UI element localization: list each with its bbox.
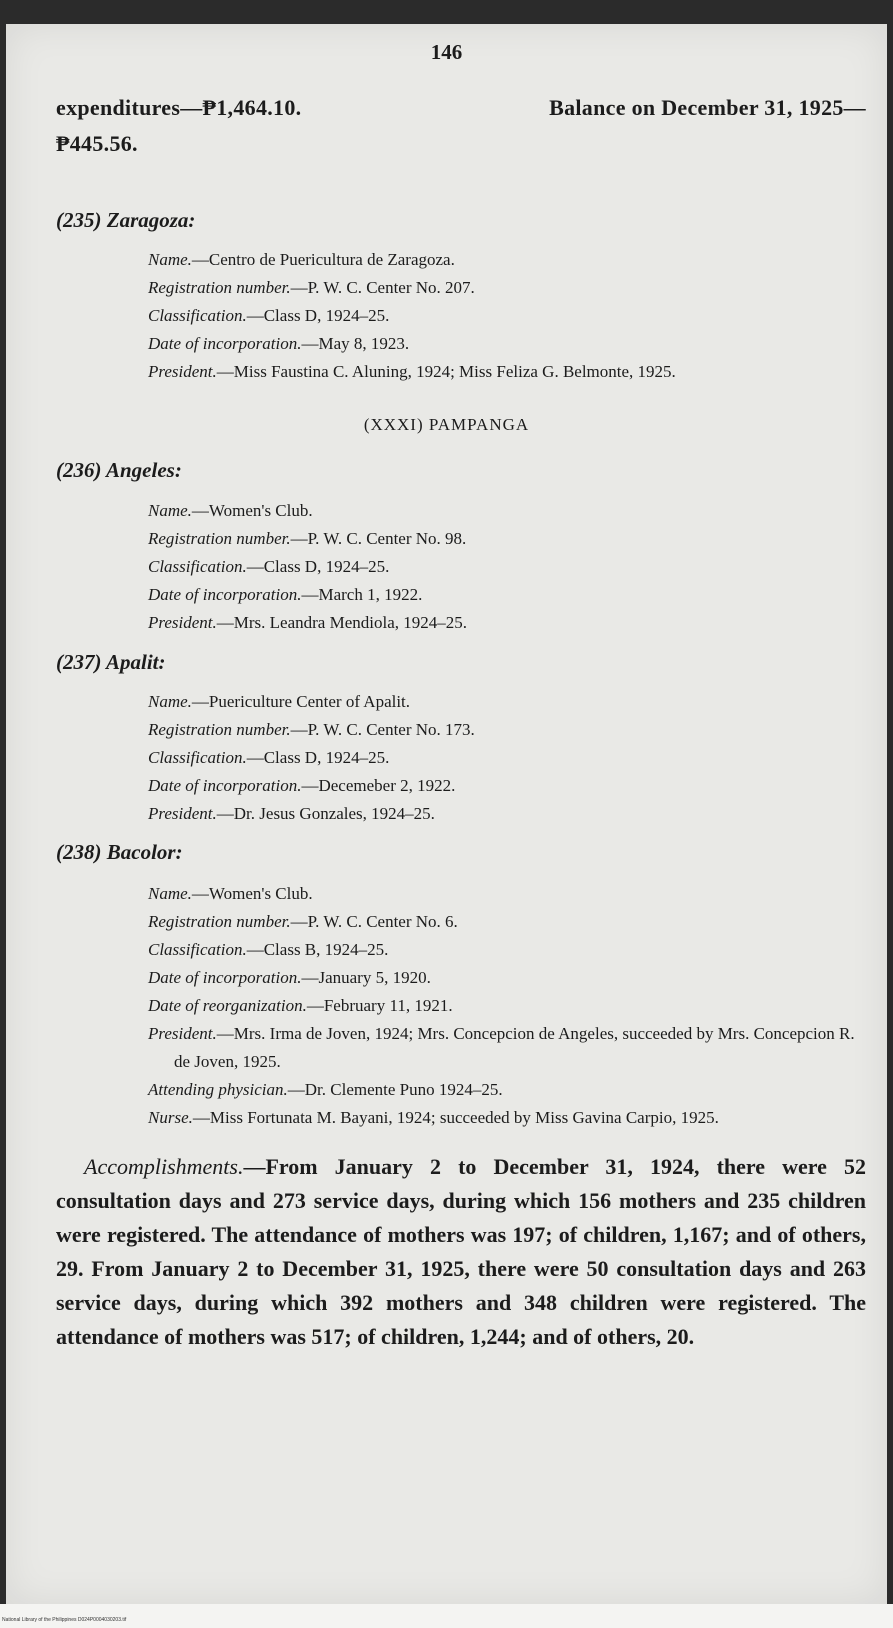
entry-label: Registration number. — [148, 912, 291, 931]
entry-value: —March 1, 1922. — [301, 585, 423, 604]
entry-row — [148, 553, 866, 581]
entry-value: —Decemeber 2, 1922. — [301, 776, 456, 795]
accomplishments-text: —From January 2 to December 31, 1924, there were 52 consultation days and 273 service days, during which 156 mothers and 235 children were registered. The attendance of mothers was 197; of children, 1,167; and of others, 29. From January 2 to December 31, 1925, there were 50 consultation days and 263 service days, during which 392 mothers and 348 children were registered. The attendance of mothers was 517; of children, 1,244; and of others, 20. — [56, 1154, 866, 1349]
entry-row — [148, 964, 866, 992]
entry-value: —Dr. Jesus Gonzales, 1924–25. — [216, 804, 435, 823]
section-heading-bacolor — [56, 840, 866, 865]
entry-value: —May 8, 1923. — [301, 334, 410, 353]
section-name: Angeles: — [105, 458, 182, 482]
entry-row — [148, 302, 866, 330]
entry-label: Date of reorganization. — [148, 996, 307, 1015]
entry-label: Date of incorporation. — [148, 585, 302, 604]
entry-value: —Puericulture Center of Apalit. — [191, 692, 411, 711]
entry-label: President. — [148, 613, 217, 632]
entry-value: —P. W. C. Center No. 173. — [290, 720, 475, 739]
entry-value: —P. W. C. Center No. 207. — [290, 278, 475, 297]
entry-label: Date of incorporation. — [148, 968, 302, 987]
page-number: 146 — [430, 40, 463, 64]
entry-label: Classification. — [148, 306, 247, 325]
entry-row — [148, 936, 866, 964]
entry-label: Name. — [148, 250, 192, 269]
province-heading: (XXXI) PAMPANGA — [363, 415, 530, 434]
section-name: Bacolor: — [106, 840, 183, 864]
entry-value: —Centro de Puericultura de Zaragoza. — [191, 250, 455, 269]
entry-value: —Mrs. Irma de Joven, 1924; Mrs. Concepcion de Angeles, succeeded by Mrs. Concepcion R. de Joven, 1925. — [174, 1024, 855, 1071]
lead-paragraph — [56, 90, 866, 162]
entry-value: —P. W. C. Center No. 98. — [290, 529, 467, 548]
section-name: Apalit: — [105, 650, 166, 674]
entry-row — [148, 992, 866, 1020]
entry-label: Classification. — [148, 557, 247, 576]
entry-row — [148, 581, 866, 609]
entry-value: —February 11, 1921. — [306, 996, 453, 1015]
accomplishments-label: Accomplishments. — [84, 1154, 244, 1179]
section-number: (237) — [56, 650, 102, 674]
entry-row — [148, 330, 866, 358]
entry-value: —Women's Club. — [191, 501, 313, 520]
entry-row — [148, 1020, 866, 1076]
entry-value: —P. W. C. Center No. 6. — [290, 912, 458, 931]
section-heading-zaragoza — [56, 208, 866, 233]
section-heading-angeles — [56, 458, 866, 483]
entry-label: Registration number. — [148, 529, 291, 548]
lead-expenditures: expenditures—₱1,464.10. — [56, 95, 302, 120]
entry-value: —Class D, 1924–25. — [246, 557, 390, 576]
section-number: (235) — [56, 208, 102, 232]
entry-value: —Class B, 1924–25. — [246, 940, 389, 959]
entry-label: Registration number. — [148, 278, 291, 297]
entry-label: Nurse. — [148, 1108, 193, 1127]
entry-row — [148, 772, 866, 800]
entry-value: —Miss Faustina C. Aluning, 1924; Miss Feliza G. Belmonte, 1925. — [216, 362, 676, 381]
entry-row — [148, 358, 866, 386]
entry-row — [148, 525, 866, 553]
entry-row — [148, 744, 866, 772]
entry-row — [148, 908, 866, 936]
entry-value: —January 5, 1920. — [301, 968, 431, 987]
entry-label: Date of incorporation. — [148, 334, 302, 353]
entry-label: President. — [148, 1024, 217, 1043]
lead-balance: Balance on December 31, 1925— — [549, 95, 866, 120]
entry-label: President. — [148, 362, 217, 381]
section-number: (236) — [56, 458, 102, 482]
entry-block-bacolor — [148, 880, 866, 1132]
entry-value: —Miss Fortunata M. Bayani, 1924; succeeded by Miss Gavina Carpio, 1925. — [192, 1108, 719, 1127]
entry-row — [148, 497, 866, 525]
entry-value: —Mrs. Leandra Mendiola, 1924–25. — [216, 613, 468, 632]
entry-block-apalit — [148, 688, 866, 828]
footer-credit: National Library of the Philippines D024P0004030203.tif — [2, 1617, 127, 1623]
entry-value: —Class D, 1924–25. — [246, 748, 390, 767]
entry-value: —Class D, 1924–25. — [246, 306, 390, 325]
entry-row — [148, 274, 866, 302]
entry-row — [148, 1076, 866, 1104]
entry-label: Classification. — [148, 940, 247, 959]
entry-row — [148, 688, 866, 716]
entry-label: Date of incorporation. — [148, 776, 302, 795]
entry-label: Name. — [148, 501, 192, 520]
entry-label: Name. — [148, 884, 192, 903]
entry-value: —Dr. Clemente Puno 1924–25. — [287, 1080, 503, 1099]
entry-label: Classification. — [148, 748, 247, 767]
entry-label: President. — [148, 804, 217, 823]
entry-row — [148, 246, 866, 274]
entry-row — [148, 716, 866, 744]
section-number: (238) — [56, 840, 102, 864]
entry-block-zaragoza — [148, 246, 866, 386]
entry-label: Attending physician. — [148, 1080, 288, 1099]
entry-label: Name. — [148, 692, 192, 711]
entry-row — [148, 1104, 866, 1132]
entry-block-angeles — [148, 497, 866, 637]
entry-row — [148, 800, 866, 828]
accomplishments-paragraph — [56, 1150, 866, 1354]
entry-label: Registration number. — [148, 720, 291, 739]
lead-balance-amount: ₱445.56. — [56, 131, 138, 156]
entry-row — [148, 880, 866, 908]
entry-row — [148, 609, 866, 637]
entry-value: —Women's Club. — [191, 884, 313, 903]
section-heading-apalit — [56, 650, 866, 675]
scan-bottom-strip — [0, 1604, 893, 1628]
section-name: Zaragoza: — [106, 208, 196, 232]
